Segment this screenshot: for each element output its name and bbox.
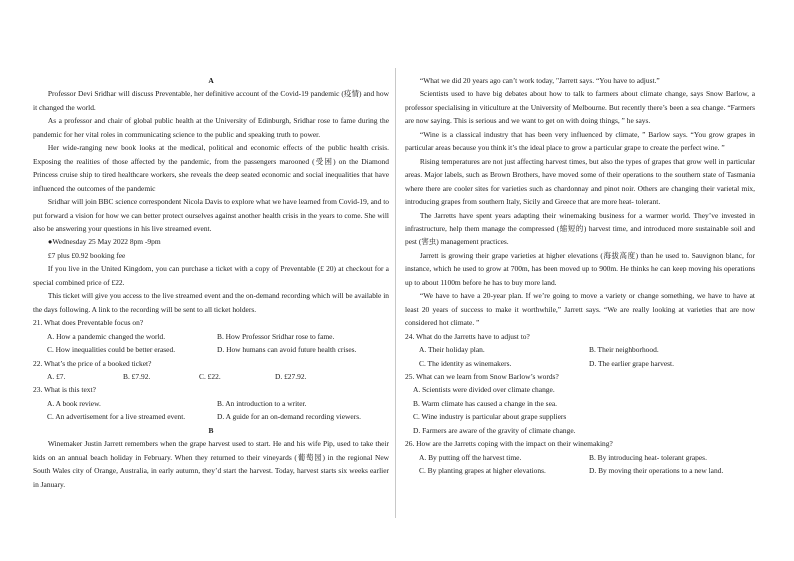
passage-b-paragraph: Scientists used to have big debates about how to talk to farmers about climate change, says Snow Barlow, a professor specialising in viticulture at the University of Melbourne. But recently there’s been a sea change. “Farmers are now saying. This is serious and we want to get on with doing things, ” he says. [405, 89, 755, 126]
passage-b-paragraph: “Wine is a classical industry that has been very influenced by climate, ” Barlow says. “You grow grapes in particular areas because you think it’s the ideal place to grow a particular grape to create the perfect wine. ” [405, 129, 755, 153]
question-stem: 21. What does Preventable focus on? [33, 318, 144, 328]
option-d: D. Farmers are aware of the gravity of climate change. [413, 425, 576, 435]
option-c: C. The identity as winemakers. [419, 358, 512, 368]
left-column [33, 74, 389, 491]
option-a: A. How a pandemic changed the world. [47, 331, 166, 341]
question-24 [405, 330, 755, 370]
option-d: D. £27.92. [275, 371, 307, 381]
question-22 [33, 357, 389, 384]
passage-b-paragraph: The Jarretts have spent years adapting their winemaking business for a warmer world. They’ve invested in infrastructure, help them manage the compressed (缩短的) harvest time, and introduced more sustainable soil and pest (害虫) management practices. [405, 210, 755, 247]
option-d: D. By moving their operations to a new land. [589, 466, 724, 476]
passage-b-paragraph: “We have to have a 20-year plan. If we’re going to move a variety or change something, we have to have at least 20 years of success to make it worthwhile,” Jarrett says. “We are really looking at varieties that are now considered hot climate. ” [405, 291, 755, 328]
question-23 [33, 383, 389, 423]
option-b: B. Their neighborhood. [589, 345, 659, 355]
passage-b-paragraph: “What we did 20 years ago can’t work today, "Jarrett says. “You have to adjust.” [419, 76, 660, 85]
option-b: B. Warm climate has caused a change in the sea. [413, 398, 558, 408]
right-column [405, 74, 755, 478]
option-a: A. Their holiday plan. [419, 345, 485, 355]
option-c: C. How inequalities could be better erased. [47, 345, 176, 355]
option-a: A. £7. [47, 371, 66, 381]
question-21 [33, 316, 389, 356]
passage-b-paragraph: Jarrett is growing their grape varieties at higher elevations (海拔高度) than he used to. Sauvignon blanc, for instance, which he used to grow at 700m, has been moved up to 900m. He thinks he can keep moving his operations up to about 1100m before he has to buy more land. [405, 250, 755, 287]
option-c: C. £22. [199, 371, 221, 381]
event-date: ●Wednesday 25 May 2022 8pm -9pm [47, 237, 161, 247]
option-d: D. A guide for an on-demand recording viewers. [217, 412, 361, 422]
question-stem: 23. What is this text? [33, 385, 96, 395]
option-c: C. By planting grapes at higher elevations. [419, 466, 546, 476]
options [33, 330, 389, 357]
passage-a-paragraph: If you live in the United Kingdom, you can purchase a ticket with a copy of Preventable (£ 20) at checkout for a special combined price of £22. [33, 264, 389, 287]
options [33, 370, 389, 383]
question-stem: 25. What can we learn from Snow Barlow’s words? [405, 371, 559, 381]
column-divider [395, 68, 396, 518]
options [33, 397, 389, 424]
passage-a-paragraph: As a professor and chair of global public health at the University of Edinburgh, Sridhar rose to fame during the pandemic for her vital roles in communicating science to the public and speaking truth to power. [33, 116, 389, 139]
passage-b-paragraph: Winemaker Justin Jarrett remembers when the grape harvest used to start. He and his wife Pip, used to take their kids on an annual beach holiday in February. When they returned to their vineyards (葡萄园) in the regional New South Wales city of Orange, Australia, in early autumn, they’d start the harvest. Today, harvest starts six weeks earlier in January. [33, 439, 389, 489]
passage-a-label: A [208, 76, 214, 85]
passage-a-paragraph: This ticket will give you access to the live streamed event and the on-demand recording which will be available in the days following. A link to the recording will be sent to all ticket holders. [33, 291, 389, 314]
option-c: C. Wine industry is particular about grape suppliers [413, 412, 567, 422]
option-b: B. £7.92. [123, 371, 151, 381]
option-a: A. A book review. [47, 398, 101, 408]
option-a: A. Scientists were divided over climate change. [413, 385, 555, 395]
option-d: D. How humans can avoid future health crises. [217, 345, 357, 355]
passage-a-paragraph: Professor Devi Sridhar will discuss Preventable, her definitive account of the Covid-19 pandemic (疫情) and how it changed the world. [33, 89, 389, 112]
passage-b-paragraph: Rising temperatures are not just affecting harvest times, but also the types of grapes that grow well in particular areas. Major labels, such as Brown Brothers, have moved some of their operations to the southern state of Tasmania where there are cooler sites for varieties such as chardonnay and pinot noir. Others are changing their varietal mix, introducing grapes from southern Italy, Sicily and Greece that are more heat- tolerant. [405, 156, 755, 207]
option-b: B. An introduction to a writer. [217, 398, 307, 408]
options [405, 451, 755, 478]
question-stem: 26. How are the Jarretts coping with the impact on their winemaking? [405, 439, 613, 449]
option-b: B. By introducing heat- tolerant grapes. [589, 452, 707, 462]
passage-a-paragraph: Her wide-ranging new book looks at the medical, political and economic effects of the public health crisis. Exposing the realities of those affected by the pandemic, from the passengers marooned (受困) on the Diamond Princess cruise ship to tired healthcare workers, she reveals the deep seated economic and social inequalities that have influenced the outcomes of the pandemic [33, 143, 389, 193]
option-d: D. The earlier grape harvest. [589, 358, 674, 368]
option-a: A. By putting off the harvest time. [419, 452, 522, 462]
passage-a-paragraph: Sridhar will join BBC science correspondent Nicola Davis to explore what we have learned from Covid-19, and to put forward a vision for how we can better protect ourselves against another health crisis in the years to come. She will also be answering your questions in his live streamed event. [33, 197, 389, 233]
question-stem: 22. What’s the price of a booked ticket? [33, 358, 152, 368]
passage-b-label: B [208, 425, 214, 435]
options [405, 383, 755, 437]
event-fee: £7 plus £0.92 booking fee [47, 250, 126, 260]
options [405, 343, 755, 370]
option-b: B. How Professor Sridhar rose to fame. [217, 331, 335, 341]
question-26 [405, 437, 755, 477]
question-stem: 24. What do the Jarretts have to adjust to? [405, 331, 530, 341]
question-25 [405, 370, 755, 437]
option-c: C. An advertisement for a live streamed event. [47, 412, 186, 422]
